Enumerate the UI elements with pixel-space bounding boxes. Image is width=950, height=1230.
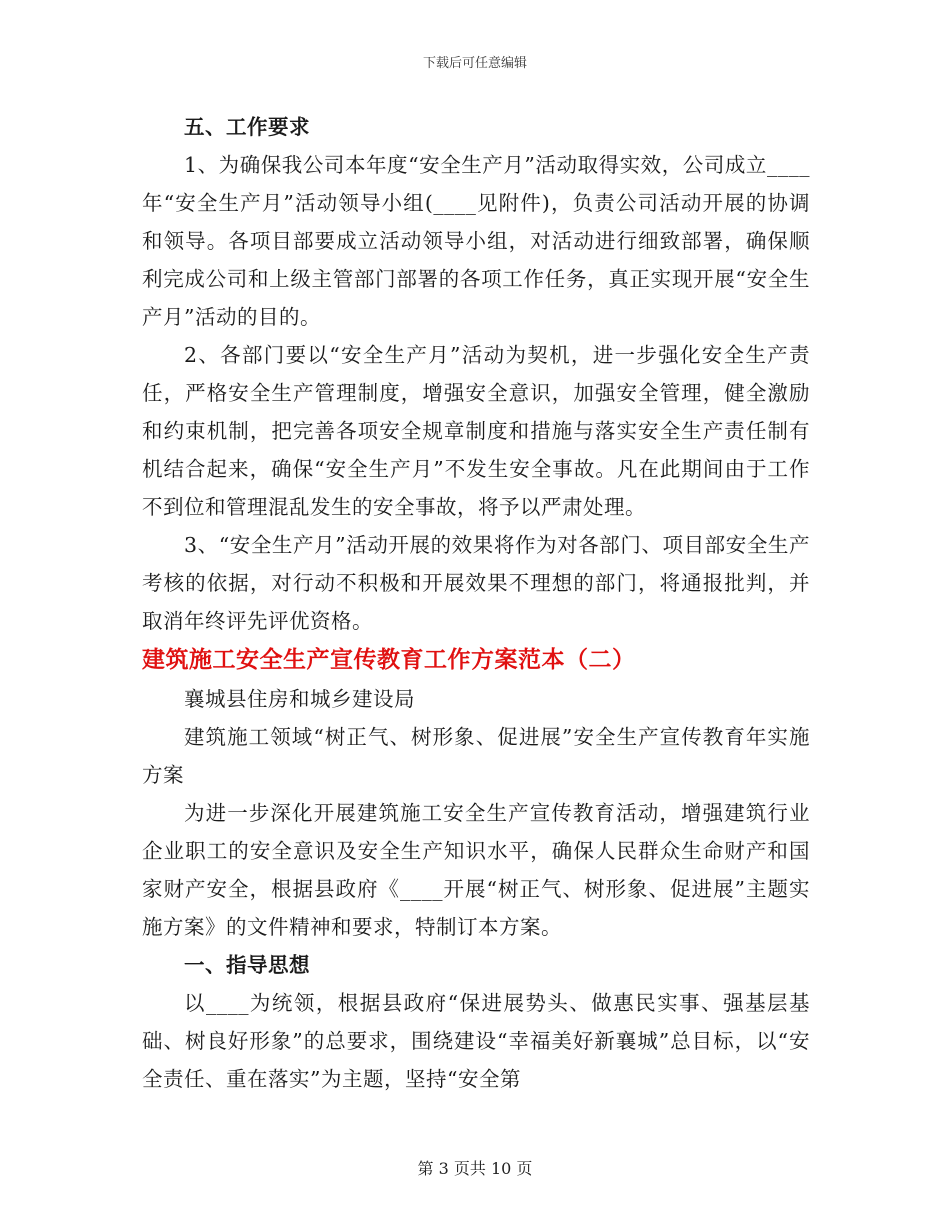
paragraph: 以____为统领，根据县政府“保进展势头、做惠民实事、强基层基础、树良好形象”的总要求，围绕建设“幸福美好新襄城”总目标，以“安全责任、重在落实”为主题，坚持“安全第 bbox=[142, 991, 810, 1091]
issuer-line: 襄城县住房和城乡建设局 bbox=[184, 687, 415, 711]
plan-subtitle: 建筑施工领域“树正气、树形象、促进展”安全生产宣传教育年实施方案 bbox=[142, 725, 810, 787]
paragraph: 3、“安全生产月”活动开展的效果将作为对各部门、项目部安全生产考核的依据，对行动不积极和开展效果不理想的部门，将通报批判，并取消年终评先评优资格。 bbox=[142, 533, 810, 633]
paragraph: 1、为确保我公司本年度“安全生产月”活动取得实效，公司成立____年“安全生产月”活动领导小组(____见附件)，负责公司活动开展的协调和领导。各项目部要成立活动领导小组，对活动进行细致部署，确保顺利完成公司和上级主管部门部署的各项工作任务，真正实现开展“安全生产月”活动的目的。 bbox=[142, 153, 810, 329]
document-title: 建筑施工安全生产宣传教育工作方案范本（二） bbox=[142, 646, 636, 673]
section-heading-work-requirements: 五、工作要求 bbox=[184, 115, 310, 139]
page-footer: 第 3 页共 10 页 bbox=[417, 1159, 533, 1178]
paragraph: 2、各部门要以“安全生产月”活动为契机，进一步强化安全生产责任，严格安全生产管理制度，增强安全意识，加强安全管理，健全激励和约束机制，把完善各项安全规章制度和措施与落实安全生产责任制有机结合起来，确保“安全生产月”不发生安全事故。凡在此期间由于工作不到位和管理混乱发生的安全事故，将予以严肃处理。 bbox=[142, 343, 810, 519]
document-body bbox=[142, 108, 810, 1098]
paragraph: 为进一步深化开展建筑施工安全生产宣传教育活动，增强建筑行业企业职工的安全意识及安全生产知识水平，确保人民群众生命财产和国家财产安全，根据县政府《____开展“树正气、树形象、促进展”主题实施方案》的文件精神和要求，特制订本方案。 bbox=[142, 801, 810, 939]
section-heading-guiding-ideology: 一、指导思想 bbox=[184, 953, 310, 977]
page-header: 下载后可任意编辑 bbox=[422, 56, 527, 71]
